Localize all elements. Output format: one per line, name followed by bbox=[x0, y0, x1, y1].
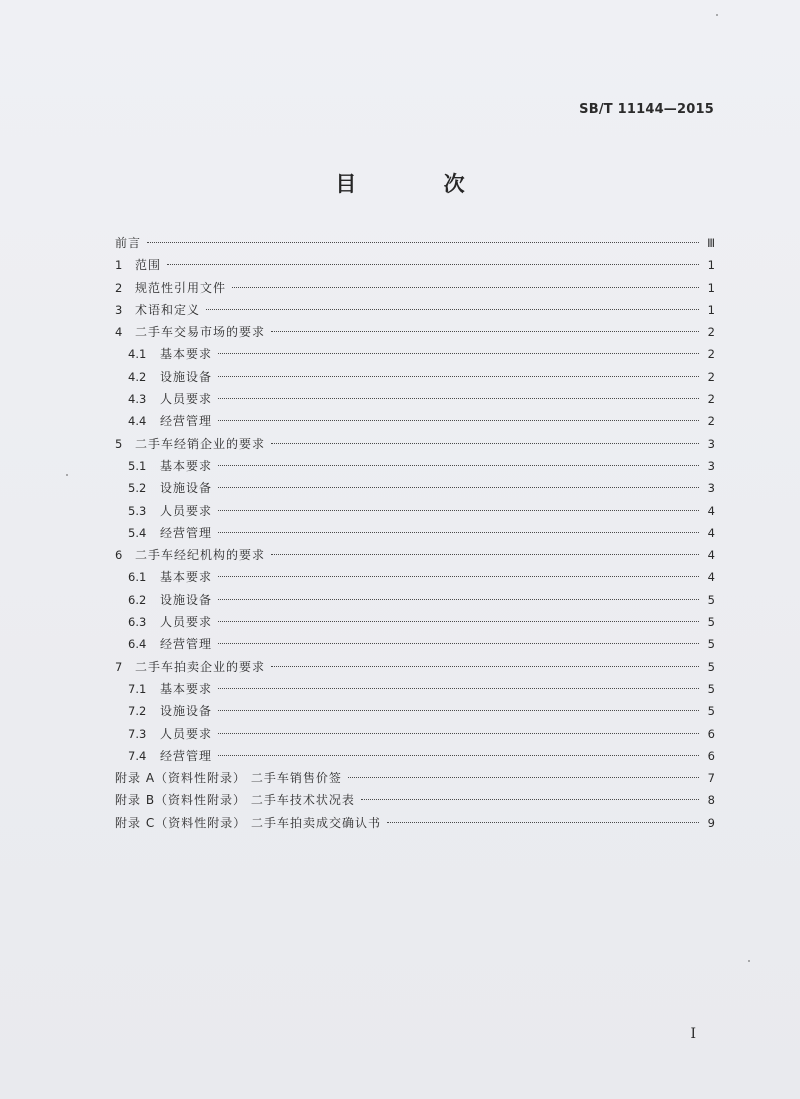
dot-leader bbox=[218, 510, 699, 511]
toc-entry-title: 二手车经销企业的要求 bbox=[135, 436, 266, 451]
toc-entry[interactable] bbox=[115, 388, 715, 410]
toc-entry-page: 3 bbox=[707, 436, 715, 451]
toc-entry-number: 4.1 bbox=[128, 347, 147, 362]
toc-entry-number: 7.4 bbox=[128, 748, 147, 763]
toc-entry-number: 5.2 bbox=[128, 481, 147, 496]
toc-entry-page: 4 bbox=[707, 525, 715, 540]
toc-entry-page: 2 bbox=[707, 392, 715, 407]
dot-leader bbox=[218, 420, 699, 421]
toc-entry[interactable] bbox=[115, 299, 715, 321]
toc-entry-number: 2 bbox=[115, 280, 123, 295]
document-code: SB/T 11144—2015 bbox=[579, 102, 714, 117]
toc-entry-number: 5.3 bbox=[128, 503, 147, 518]
dot-leader bbox=[147, 242, 699, 243]
toc-entry-title: 前言 bbox=[115, 236, 142, 250]
toc-entry[interactable] bbox=[115, 656, 715, 678]
dot-leader bbox=[361, 799, 699, 800]
toc-entry-title: 基本要求 bbox=[160, 681, 213, 696]
toc-entry-title: 人员要求 bbox=[160, 726, 213, 741]
toc-title: 目 次 bbox=[335, 172, 505, 196]
toc-entry-title: 范围 bbox=[135, 258, 162, 273]
toc-entry-page: 1 bbox=[707, 302, 715, 317]
toc-entry-title: 人员要求 bbox=[160, 392, 213, 407]
toc-entry[interactable] bbox=[115, 343, 715, 365]
toc-entry[interactable] bbox=[115, 433, 715, 455]
toc-entry-title: 规范性引用文件 bbox=[135, 280, 227, 295]
toc-entry-title: 设施设备 bbox=[160, 592, 213, 607]
toc-entry[interactable] bbox=[115, 611, 715, 633]
toc-entry-page: 5 bbox=[707, 592, 715, 607]
toc-entry[interactable] bbox=[115, 789, 715, 811]
toc-entry-number: 4.4 bbox=[128, 414, 147, 429]
toc-entry-title: 基本要求 bbox=[160, 458, 213, 473]
table-of-contents bbox=[115, 232, 715, 834]
toc-entry[interactable] bbox=[115, 745, 715, 767]
dot-leader bbox=[218, 755, 699, 756]
dot-leader bbox=[348, 777, 699, 778]
toc-entry-title: 人员要求 bbox=[160, 503, 213, 518]
toc-entry-page: 1 bbox=[707, 280, 715, 295]
toc-entry-title: 基本要求 bbox=[160, 570, 213, 585]
toc-entry-page: 8 bbox=[707, 793, 715, 808]
dot-leader bbox=[218, 465, 699, 466]
dot-leader bbox=[271, 554, 699, 555]
toc-entry-title: 设施设备 bbox=[160, 481, 213, 496]
toc-entry-number: 1 bbox=[115, 258, 123, 273]
toc-entry-page: 1 bbox=[707, 258, 715, 273]
toc-entry[interactable] bbox=[115, 678, 715, 700]
dot-leader bbox=[271, 331, 699, 332]
toc-entry[interactable] bbox=[115, 455, 715, 477]
toc-entry[interactable] bbox=[115, 767, 715, 789]
toc-entry[interactable] bbox=[115, 544, 715, 566]
toc-entry-title: 人员要求 bbox=[160, 615, 213, 630]
toc-entry-page: 3 bbox=[707, 458, 715, 473]
toc-entry-title: 二手车拍卖企业的要求 bbox=[135, 659, 266, 674]
toc-entry[interactable] bbox=[115, 566, 715, 588]
toc-entry-number: 5.1 bbox=[128, 458, 147, 473]
toc-entry-number: 3 bbox=[115, 302, 123, 317]
toc-entry-title: 设施设备 bbox=[160, 369, 213, 384]
dot-leader bbox=[218, 376, 699, 377]
dot-leader bbox=[167, 264, 699, 265]
toc-entry-title: 术语和定义 bbox=[135, 302, 201, 317]
toc-entry-number: 7.1 bbox=[128, 681, 147, 696]
toc-entry-number: 5 bbox=[115, 436, 123, 451]
toc-entry-page: 5 bbox=[707, 637, 715, 652]
toc-entry-page: 5 bbox=[707, 704, 715, 719]
dot-leader bbox=[218, 733, 699, 734]
toc-entry-page: 5 bbox=[707, 615, 715, 630]
toc-entry-number: 7.2 bbox=[128, 704, 147, 719]
toc-entry-title: 设施设备 bbox=[160, 704, 213, 719]
toc-entry[interactable] bbox=[115, 410, 715, 432]
dot-leader bbox=[218, 621, 699, 622]
scan-speck bbox=[748, 960, 750, 962]
toc-entry[interactable] bbox=[115, 723, 715, 745]
toc-entry-page: 4 bbox=[707, 503, 715, 518]
dot-leader bbox=[232, 287, 699, 288]
toc-entry-page: 2 bbox=[707, 414, 715, 429]
toc-entry-number: 4.3 bbox=[128, 392, 147, 407]
dot-leader bbox=[218, 643, 699, 644]
toc-entry-page: 6 bbox=[707, 748, 715, 763]
toc-entry[interactable] bbox=[115, 232, 715, 254]
dot-leader bbox=[387, 822, 699, 823]
dot-leader bbox=[218, 353, 699, 354]
dot-leader bbox=[271, 443, 699, 444]
toc-entry-number: 5.4 bbox=[128, 525, 147, 540]
dot-leader bbox=[271, 666, 699, 667]
toc-entry-number: 6.2 bbox=[128, 592, 147, 607]
dot-leader bbox=[218, 532, 699, 533]
dot-leader bbox=[206, 309, 699, 310]
toc-entry[interactable] bbox=[115, 589, 715, 611]
toc-entry-number: 6.1 bbox=[128, 570, 147, 585]
toc-entry[interactable] bbox=[115, 254, 715, 276]
toc-entry[interactable] bbox=[115, 812, 715, 834]
toc-entry-number: 6.4 bbox=[128, 637, 147, 652]
toc-entry-page: 4 bbox=[707, 548, 715, 563]
dot-leader bbox=[218, 576, 699, 577]
toc-entry-page: 6 bbox=[707, 726, 715, 741]
toc-entry-title: 经营管理 bbox=[160, 637, 213, 652]
page-number: I bbox=[690, 1026, 696, 1042]
dot-leader bbox=[218, 599, 699, 600]
toc-entry-number: 4 bbox=[115, 325, 123, 340]
toc-entry[interactable] bbox=[115, 321, 715, 343]
dot-leader bbox=[218, 398, 699, 399]
dot-leader bbox=[218, 710, 699, 711]
dot-leader bbox=[218, 688, 699, 689]
toc-entry-page: 3 bbox=[707, 481, 715, 496]
toc-entry[interactable] bbox=[115, 366, 715, 388]
toc-entry-title: 经营管理 bbox=[160, 525, 213, 540]
toc-entry[interactable] bbox=[115, 500, 715, 522]
toc-entry[interactable] bbox=[115, 277, 715, 299]
toc-entry-number: 6.3 bbox=[128, 615, 147, 630]
toc-entry-page: 5 bbox=[707, 681, 715, 696]
toc-entry-page: 2 bbox=[707, 347, 715, 362]
toc-entry-page: 2 bbox=[707, 369, 715, 384]
toc-entry-title: 二手车经纪机构的要求 bbox=[135, 548, 266, 563]
toc-entry-page: 5 bbox=[707, 659, 715, 674]
toc-entry-title: 附录 B（资料性附录） 二手车技术状况表 bbox=[115, 793, 355, 808]
toc-entry[interactable] bbox=[115, 700, 715, 722]
toc-entry-title: 基本要求 bbox=[160, 347, 213, 362]
toc-entry-page: 2 bbox=[707, 325, 715, 340]
toc-entry-number: 7 bbox=[115, 659, 123, 674]
toc-entry-title: 二手车交易市场的要求 bbox=[135, 325, 266, 340]
toc-entry-page: Ⅲ bbox=[707, 236, 715, 250]
toc-entry-number: 6 bbox=[115, 548, 123, 563]
toc-entry[interactable] bbox=[115, 633, 715, 655]
toc-entry-title: 附录 A（资料性附录） 二手车销售价签 bbox=[115, 771, 342, 786]
toc-entry-number: 7.3 bbox=[128, 726, 147, 741]
scan-speck bbox=[66, 474, 68, 476]
toc-entry[interactable] bbox=[115, 477, 715, 499]
toc-entry-title: 经营管理 bbox=[160, 748, 213, 763]
toc-entry-title: 经营管理 bbox=[160, 414, 213, 429]
toc-entry[interactable] bbox=[115, 522, 715, 544]
scan-speck bbox=[716, 14, 718, 16]
toc-entry-page: 7 bbox=[707, 771, 715, 786]
toc-entry-number: 4.2 bbox=[128, 369, 147, 384]
toc-entry-title: 附录 C（资料性附录） 二手车拍卖成交确认书 bbox=[115, 815, 382, 830]
toc-entry-page: 9 bbox=[707, 815, 715, 830]
toc-entry-page: 4 bbox=[707, 570, 715, 585]
dot-leader bbox=[218, 487, 699, 488]
